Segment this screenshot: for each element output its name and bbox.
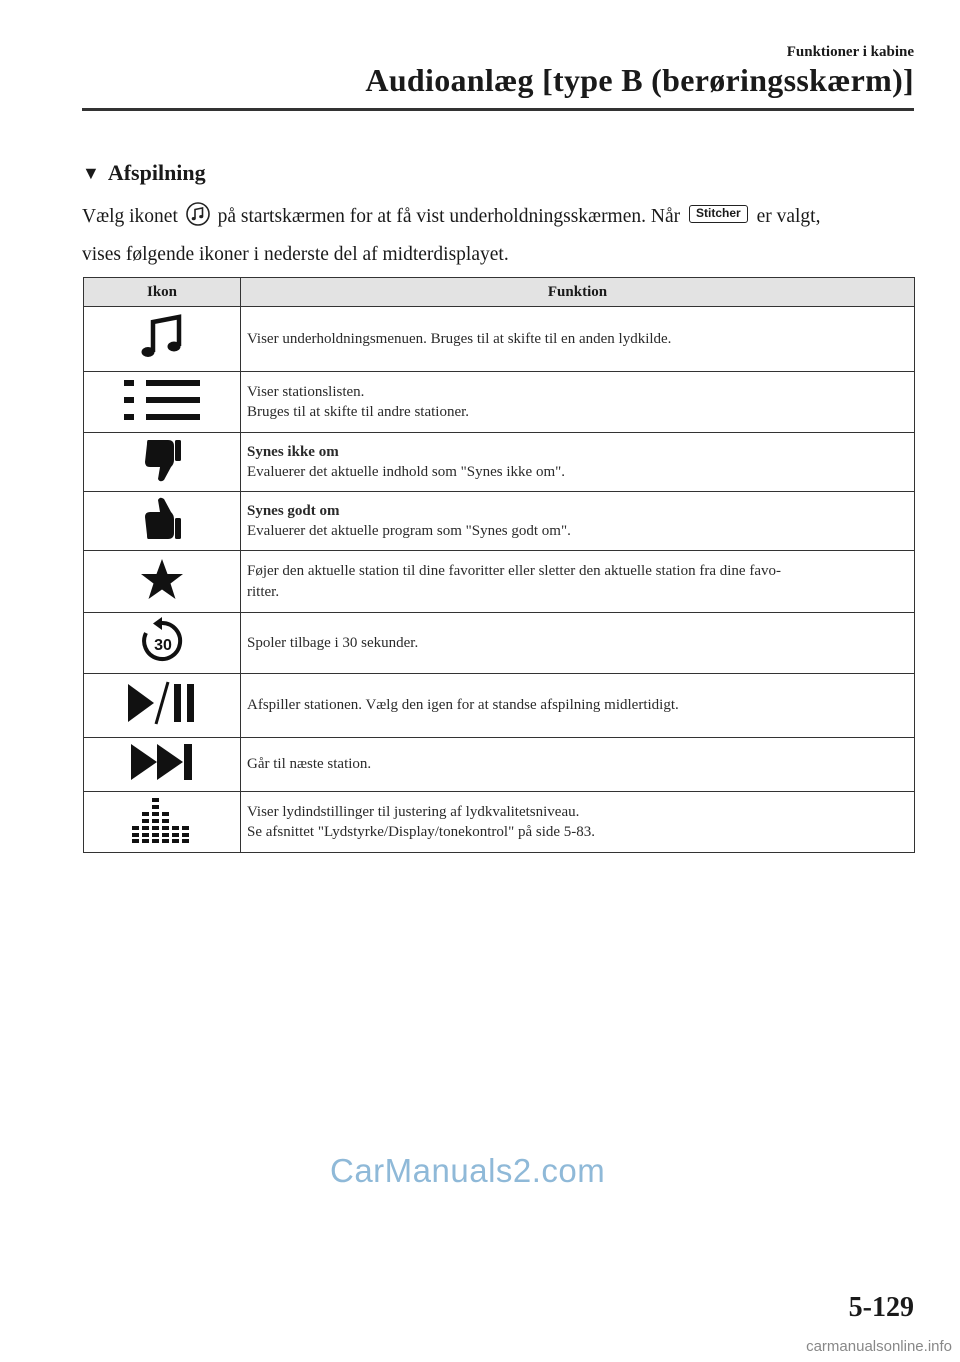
table-row bbox=[84, 307, 915, 372]
header-icon: Ikon bbox=[84, 278, 241, 307]
rewind-label: 30 bbox=[154, 636, 172, 654]
table-row bbox=[84, 492, 915, 551]
intro-paragraph bbox=[82, 200, 914, 271]
function-text bbox=[241, 792, 915, 853]
function-line: Spoler tilbage i 30 sekunder. bbox=[247, 634, 419, 651]
icon-cell bbox=[84, 433, 241, 492]
section-heading bbox=[82, 160, 206, 186]
stitcher-badge: Stitcher bbox=[689, 205, 748, 223]
icon-cell bbox=[84, 492, 241, 551]
intro-part-2: på startskærmen for at få vist underholdningsskærmen. Når bbox=[217, 206, 681, 227]
icon-cell bbox=[84, 674, 241, 738]
function-text bbox=[241, 433, 915, 492]
header-function: Funktion bbox=[241, 278, 915, 307]
function-text bbox=[241, 307, 915, 372]
function-title: Synes godt om bbox=[247, 502, 340, 519]
function-line: Går til næste station. bbox=[247, 756, 372, 773]
table-row bbox=[84, 372, 915, 433]
function-line: Afspiller stationen. Vælg den igen for at standse afspilning midlertidigt. bbox=[247, 697, 679, 714]
icon-cell bbox=[84, 551, 241, 613]
table-row bbox=[84, 792, 915, 853]
function-line: Viser lydindstillinger til justering af lydkvalitetsniveau. bbox=[247, 803, 580, 820]
table-header-row bbox=[84, 278, 915, 307]
function-text bbox=[241, 551, 915, 613]
section-heading-text: Afspilning bbox=[107, 160, 206, 185]
table-row bbox=[84, 674, 915, 738]
star-icon bbox=[140, 587, 184, 604]
rewind-30-icon bbox=[138, 636, 186, 669]
header-rule bbox=[82, 108, 914, 111]
function-line: ritter. bbox=[247, 583, 280, 600]
icon-cell bbox=[84, 792, 241, 853]
function-line: Evaluerer det aktuelle program som "Synes godt om". bbox=[247, 523, 571, 539]
function-title: Synes ikke om bbox=[247, 443, 339, 460]
play-pause-icon bbox=[126, 713, 198, 730]
intro-line-2: vises følgende ikoner i nederste del af midterdisplayet. bbox=[82, 244, 509, 265]
watermark: CarManuals2.com bbox=[330, 1152, 606, 1189]
icon-cell bbox=[84, 613, 241, 674]
intro-part-3: er valgt, bbox=[756, 206, 821, 227]
function-text bbox=[241, 613, 915, 674]
footer-site: carmanualsonline.info bbox=[806, 1338, 952, 1355]
music-note-icon bbox=[137, 349, 187, 366]
function-text bbox=[241, 738, 915, 792]
skip-next-icon bbox=[130, 769, 194, 786]
table-row bbox=[84, 433, 915, 492]
function-line: Bruges til at skifte til andre stationer. bbox=[247, 404, 470, 420]
function-line: Evaluerer det aktuelle indhold som "Synes ikke om". bbox=[247, 464, 566, 480]
icon-cell bbox=[84, 372, 241, 433]
station-list-icon bbox=[122, 409, 202, 426]
music-note-circle-icon bbox=[186, 201, 210, 238]
function-table bbox=[83, 277, 915, 853]
function-line: Viser stationslisten. bbox=[247, 383, 365, 400]
triangle-marker-icon: ▼ bbox=[82, 162, 100, 183]
function-text bbox=[241, 674, 915, 738]
thumbs-down-icon bbox=[142, 471, 182, 488]
function-text bbox=[241, 492, 915, 551]
page-number: 5-129 bbox=[848, 1292, 914, 1323]
equalizer-icon bbox=[132, 830, 192, 847]
function-line: Viser underholdningsmenuen. Bruges til at skifte til en anden lydkilde. bbox=[247, 330, 672, 347]
thumbs-up-icon bbox=[142, 530, 182, 547]
icon-cell bbox=[84, 738, 241, 792]
page-title: Audioanlæg [type B (berøringsskærm)] bbox=[365, 62, 914, 98]
table-row bbox=[84, 738, 915, 792]
intro-part-1: Vælg ikonet bbox=[82, 206, 178, 227]
table-row bbox=[84, 613, 915, 674]
function-line: Se afsnittet "Lydstyrke/Display/tonekontrol" på side 5-83. bbox=[247, 824, 596, 840]
header-section: Funktioner i kabine bbox=[786, 44, 914, 60]
table-row bbox=[84, 551, 915, 613]
icon-cell bbox=[84, 307, 241, 372]
function-text bbox=[241, 372, 915, 433]
function-line: Føjer den aktuelle station til dine favoritter eller sletter den aktuelle station fra dine favo- bbox=[247, 563, 781, 579]
